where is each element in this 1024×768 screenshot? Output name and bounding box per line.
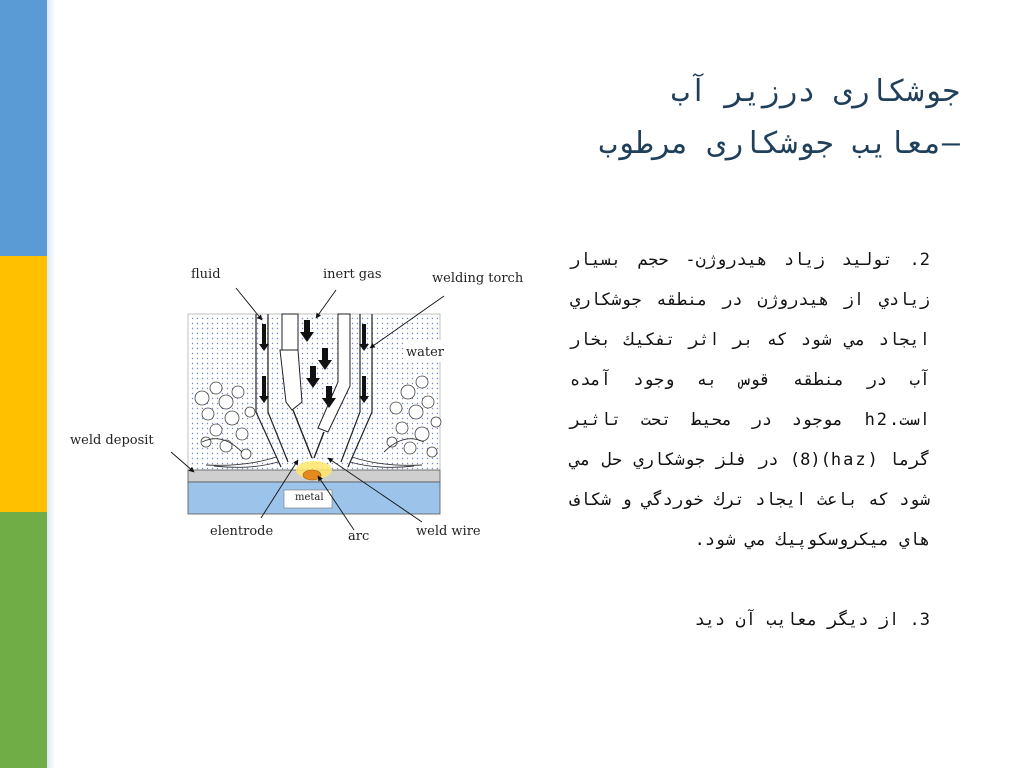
paragraph-gap (570, 560, 930, 600)
label-welding-torch: welding torch (432, 271, 524, 286)
body-text (570, 240, 930, 640)
paragraph-other-defects: 3. از ديگر معايب آن ديد (694, 610, 930, 630)
label-arc: arc (348, 529, 370, 544)
label-metal: metal (295, 492, 324, 503)
label-inert-gas: inert gas (323, 267, 382, 282)
label-fluid: fluid (191, 267, 221, 282)
label-elentrode: elentrode (210, 524, 274, 539)
slide-subtitle: –معایب جوشکاری مرطوب (598, 126, 960, 161)
welding-diagram-svg (66, 262, 542, 552)
label-weld-wire: weld wire (416, 524, 481, 539)
decor-bar-blue (0, 0, 47, 256)
decor-bar-yellow (0, 256, 47, 512)
weld-pool (303, 470, 321, 480)
label-weld-deposit: weld deposit (70, 433, 154, 448)
slide-title: جوشکاری درزیر آب (671, 74, 960, 109)
decor-stripe (47, 0, 55, 768)
paragraph-hydrogen: 2. توليد زياد هيدروژن- حجم بسيار زيادي از هيدروژن در منطقه جوشكاري ايجاد مي شود كه بر اثر تفكيك بخار آب در منطقه قوس به وجود آمده است.h2 موجود در محيط تحت تاثير گرما (haz)(8) در فلز جوشكاري حل مي شود كه باعث ايجاد ترك خوردگي و شكاف هاي ميكروسكوپيك مي شود. (570, 250, 930, 550)
welding-diagram (66, 262, 542, 552)
decor-bar-green (0, 512, 47, 768)
label-water: water (406, 345, 445, 360)
